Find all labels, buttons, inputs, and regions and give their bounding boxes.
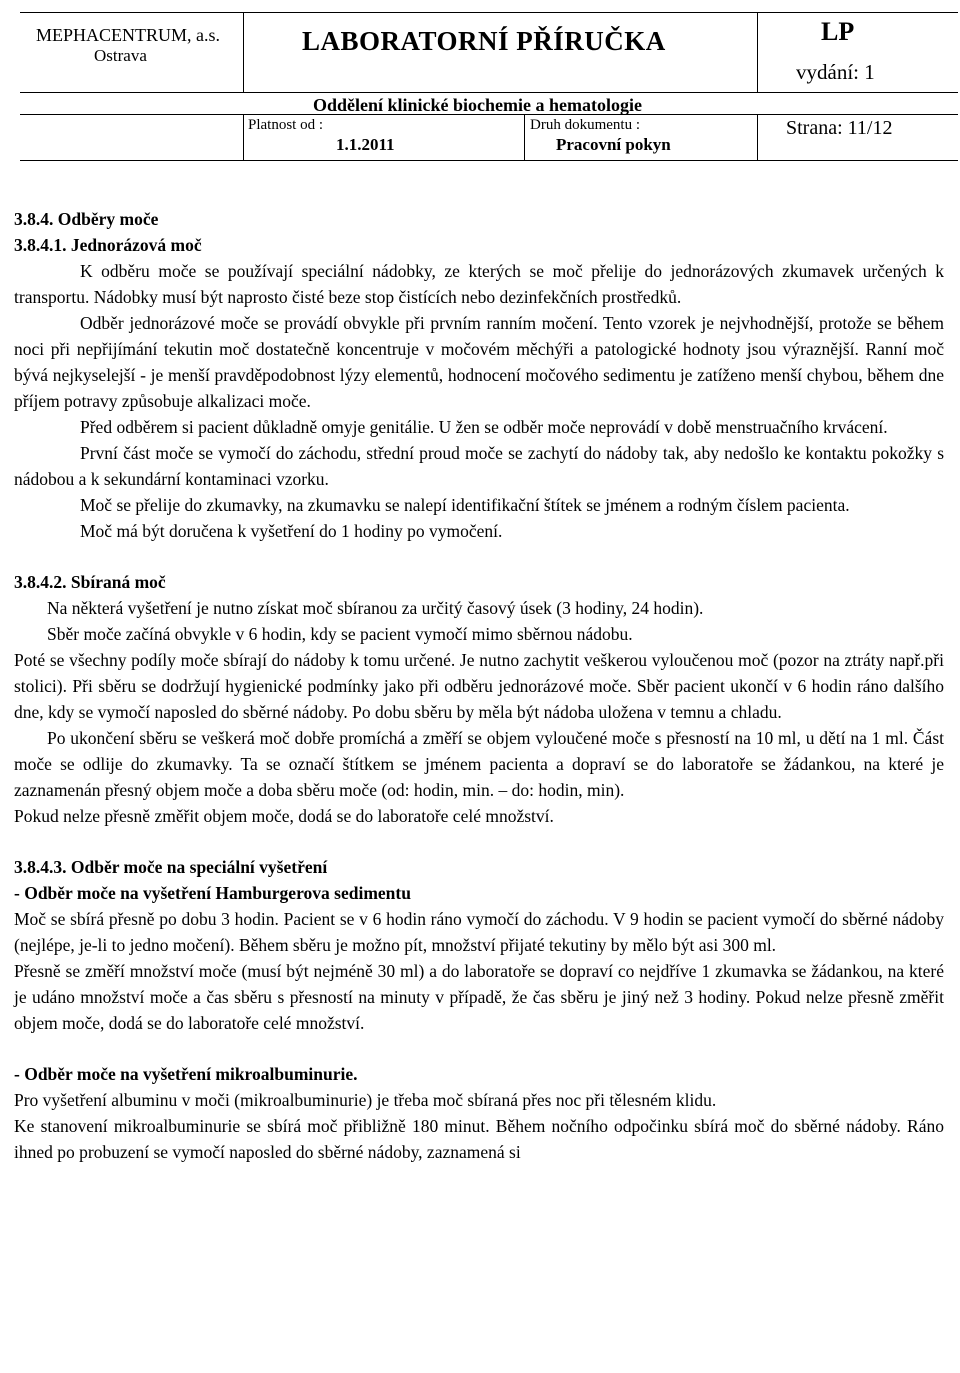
document-title: LABORATORNÍ PŘÍRUČKA <box>302 26 666 56</box>
valid-from-label: Platnost od : <box>248 117 324 133</box>
header-bottom-rule <box>20 160 958 161</box>
spacer <box>14 544 944 569</box>
paragraph: Sběr moče začíná obvykle v 6 hodin, kdy se pacient vymočí mimo sběrnou nádobu. <box>47 624 633 644</box>
doc-type-label: Druh dokumentu : <box>530 117 640 133</box>
paragraph: Na některá vyšetření je nutno získat moč sbíranou za určitý časový úsek (3 hodiny, 24 hodin). <box>47 598 704 618</box>
header-divider <box>20 92 958 93</box>
header-column-divider <box>757 12 758 92</box>
document-code: LP <box>821 17 855 46</box>
paragraph: Pokud nelze přesně změřit objem moče, dodá se do laboratoře celé množství. <box>14 806 554 826</box>
paragraph: Ke stanovení mikroalbuminurie se sbírá moč přibližně 180 minut. Během nočního odpočinku sbírá moč do sběrné nádoby. Ráno ihned po probuzení se vymočí naposled do sběrné nádoby, zaznamená si <box>14 1116 944 1162</box>
document-body <box>14 206 944 1165</box>
company-name: MEPHACENTRUM, a.s. <box>36 25 221 45</box>
header-column-divider <box>243 12 244 92</box>
paragraph: Odběr jednorázové moče se provádí obvykle při prvním ranním močení. Tento vzorek je nejvhodnější, protože se během noci při nepřijímání tekutin moč dostatečně koncentruje v močovém měchýři a patologické hodnoty jsou výraznější. Ranní moč bývá nejkyselejší - je menší pravděpodobnost lýzy elementů, hodnocení močového sedimentu je zatíženo menší chybou, během dne příjem potravy způsobuje alkalizaci moče. <box>14 313 944 411</box>
paragraph: Před odběrem si pacient důkladně omyje genitálie. U žen se odběr moče neprovádí v době menstruačního krvácení. <box>80 417 888 437</box>
paragraph: První část moče se vymočí do záchodu, střední proud moče se zachytí do nádoby tak, aby nedošlo ke kontaktu pokožky s nádobou a k sekundární kontaminaci vzorku. <box>14 443 944 489</box>
topic-heading: - Odběr moče na vyšetření mikroalbuminurie. <box>14 1064 358 1084</box>
spacer <box>14 829 944 854</box>
doc-type-value: Pracovní pokyn <box>556 135 671 154</box>
spacer <box>14 1036 944 1061</box>
edition-label: vydání: 1 <box>796 60 875 84</box>
header-column-divider <box>524 114 525 160</box>
topic-heading: - Odběr moče na vyšetření Hamburgerova sedimentu <box>14 883 411 903</box>
company-city: Ostrava <box>94 46 147 65</box>
subsection-heading: 3.8.4.3. Odběr moče na speciální vyšetření <box>14 857 328 877</box>
department-name: Oddělení klinické biochemie a hematologie <box>313 95 642 115</box>
section-heading: 3.8.4. Odběry moče <box>14 209 159 229</box>
valid-from-value: 1.1.2011 <box>336 135 395 154</box>
paragraph: K odběru moče se používají speciální nádobky, ze kterých se moč přelije do jednorázových zkumavek určených k transportu. Nádobky musí být naprosto čisté beze stop čistících nebo dezinfekčních prostředků. <box>14 261 944 307</box>
paragraph: Přesně se změří množství moče (musí být nejméně 30 ml) a do laboratoře se dopraví co nejdříve 1 zkumavka se žádankou, na které je udáno množství moče a čas sběru s přesností na minuty v případě, že čas sběru je jiný než 3 hodiny. Pokud nelze přesně změřit objem moče, dodá se do laboratoře celé množství. <box>14 961 944 1033</box>
subsection-heading: 3.8.4.1. Jednorázová moč <box>14 235 202 255</box>
header-column-divider <box>757 114 758 160</box>
document-header <box>0 0 960 170</box>
paragraph: Po ukončení sběru se veškerá moč dobře promíchá a změří se objem vyloučené moče s přesností na 10 ml, u dětí na 1 ml. Část moče se odlije do zkumavky. Ta se označí štítkem se jménem pacienta a dopraví se do laboratoře se žádankou, na které je zaznamenán přesný objem moče a doba sběru moče (od: hodin, min. – do: hodin, min). <box>14 728 944 800</box>
paragraph: Moč se sbírá přesně po dobu 3 hodin. Pacient se v 6 hodin ráno vymočí do záchodu. V 9 hodin se pacient vymočí do sběrné nádoby (nejlépe, je-li to jedno močení). Během sběru je možno pít, množství přijaté tekutiny by mělo být asi 300 ml. <box>14 909 944 955</box>
paragraph: Pro vyšetření albuminu v moči (mikroalbuminurie) je třeba moč sbíraná přes noc při tělesném klidu. <box>14 1090 717 1110</box>
header-column-divider <box>243 114 244 160</box>
paragraph: Poté se všechny podíly moče sbírají do nádoby k tomu určené. Je nutno zachytit veškerou vyloučenou moč (pozor na ztráty např.při stolici). Při sběru se dodržují hygienické podmínky jako při odběru jednorázové moče. Sběr pacient ukončí v 6 hodin ráno dalšího dne, kdy se vymočí naposled do sběrné nádoby. Po dobu sběru by měla být nádoba uložena v temnu a chladu. <box>14 650 944 722</box>
subsection-heading: 3.8.4.2. Sbíraná moč <box>14 572 166 592</box>
paragraph: Moč se přelije do zkumavky, na zkumavku se nalepí identifikační štítek se jménem a rodným číslem pacienta. <box>80 495 850 515</box>
header-top-rule <box>20 12 958 13</box>
page-number: Strana: 11/12 <box>786 117 893 139</box>
paragraph: Moč má být doručena k vyšetření do 1 hodiny po vymočení. <box>80 521 503 541</box>
